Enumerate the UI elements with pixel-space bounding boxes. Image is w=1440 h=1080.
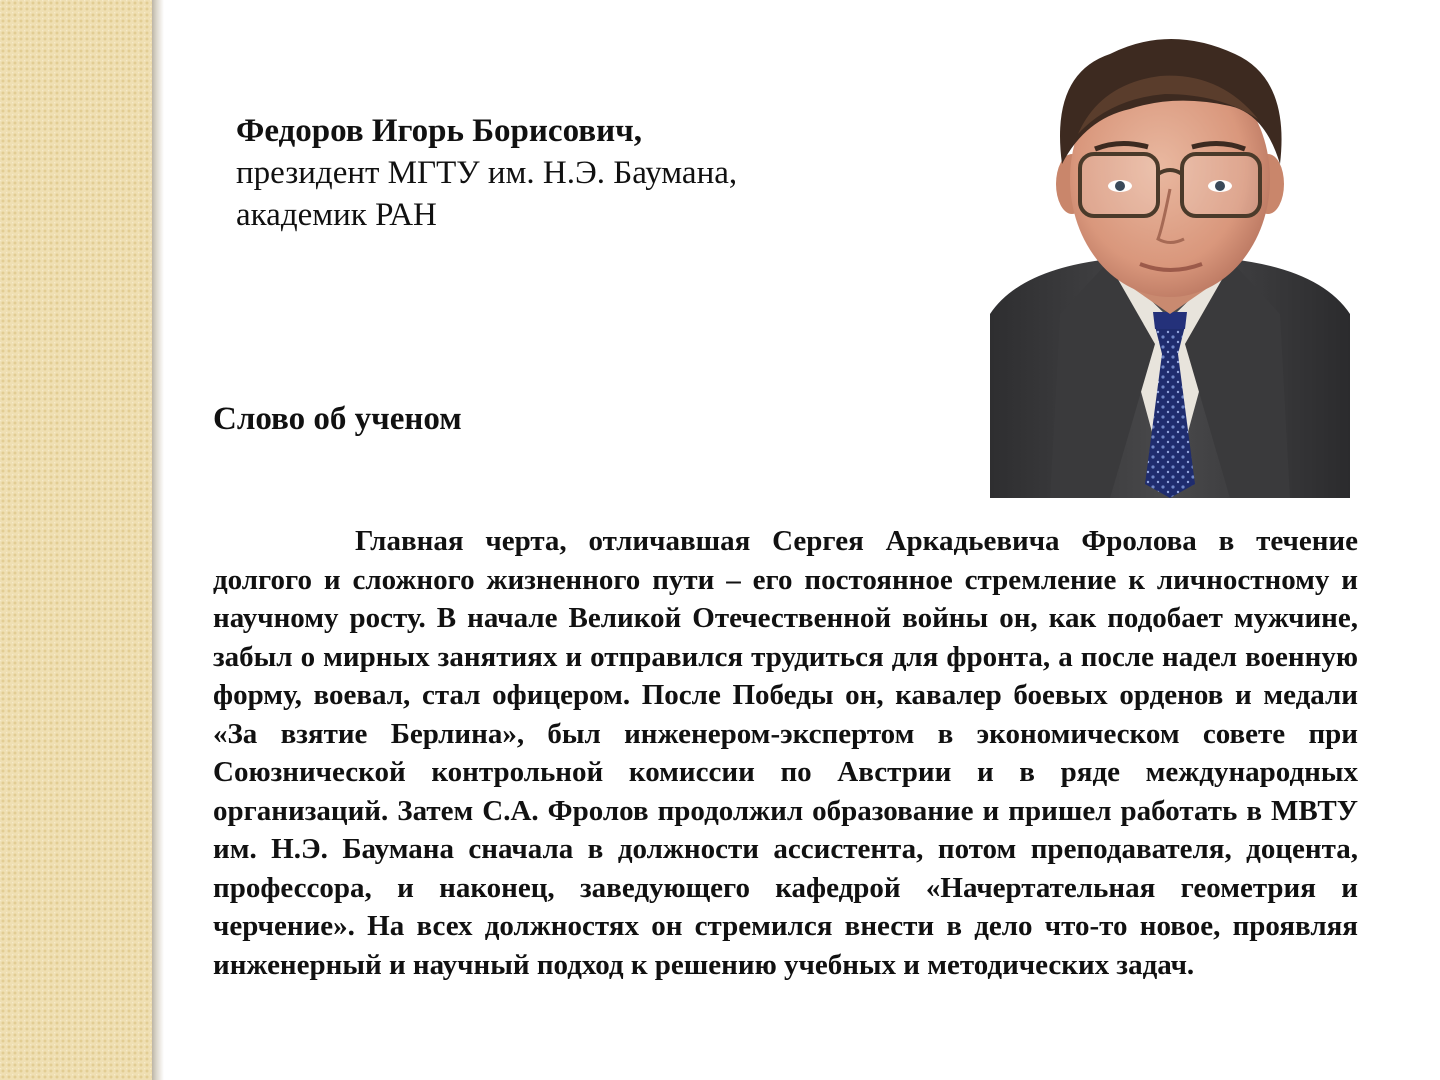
decorative-side-pattern — [0, 0, 152, 1080]
person-position: президент МГТУ им. Н.Э. Баумана, — [236, 155, 738, 191]
side-pattern-shadow — [152, 0, 164, 1080]
portrait-photo — [990, 14, 1350, 498]
biography-text: Главная черта, отличавшая Сергея Аркадьевича Фролова в течение долгого и сложного жизненного пути – его постоянное стремление к личностному и научному росту. В начале Великой Отечественной войны он, как подобает мужчине, забыл о мирных занятиях и отправился трудиться для фронта, а после надел военную форму, воевал, стал офицером. После Победы он, кавалер боевых орденов и медали «За взятие Берлина», был инженером-экспертом в экономическом совете при Союзнической контрольной комиссии по Австрии и в ряде международных организаций. Затем С.А. Фролов продолжил образование и пришел работать в МВТУ им. Н.Э. Баумана сначала в должности ассистента, потом преподавателя, доцента, профессора, и наконец, заведующего кафедрой «Начертательная геометрия и черчение». На всех должностях он стремился внести в дело что-то новое, проявляя инженерный и научный подход к решению учебных и методических задач. — [213, 525, 1358, 981]
section-title: Слово об ученом — [213, 401, 462, 437]
portrait-illustration — [990, 14, 1350, 498]
person-academic-title: академик РАН — [236, 197, 437, 233]
person-caption — [236, 110, 876, 236]
person-name: Федоров Игорь Борисович, — [236, 113, 642, 149]
